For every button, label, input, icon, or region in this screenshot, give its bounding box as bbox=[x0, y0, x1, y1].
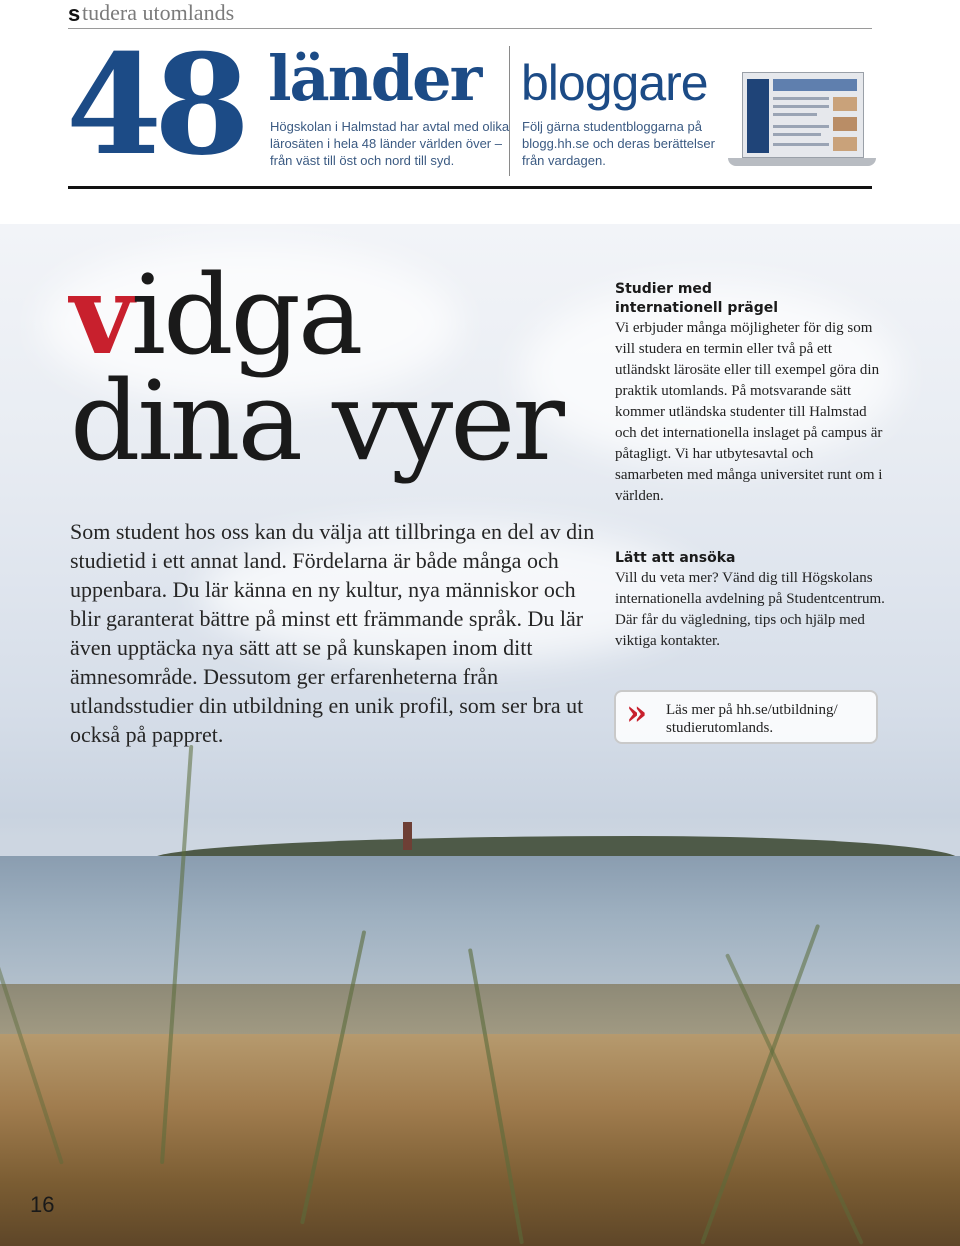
headline-line2: dina vyer bbox=[70, 357, 562, 485]
international-column bbox=[615, 280, 885, 507]
apply-text: Vill du veta mer? Vänd dig till Högskolans internationella avdelning på Studentcentrum. Där får du vägledning, tips och hjälp med viktiga kontakter. bbox=[615, 570, 885, 649]
apply-heading: Lätt att ansöka bbox=[615, 550, 736, 566]
laptop-screen bbox=[742, 72, 864, 158]
header-rule bbox=[68, 186, 872, 189]
read-more-link[interactable] bbox=[614, 690, 878, 744]
countries-title: länder bbox=[268, 42, 481, 115]
page-number: 16 bbox=[30, 1192, 55, 1217]
apply-column bbox=[615, 549, 885, 652]
headline-red-letter: v bbox=[70, 250, 131, 379]
chevron-right-icon: » bbox=[626, 693, 644, 733]
international-heading: Studier med internationell prägel bbox=[615, 281, 779, 316]
section-label-initial: s bbox=[68, 1, 81, 26]
countries-number: 48 bbox=[66, 23, 243, 186]
bloggers-text: Följ gärna studentbloggarna på blogg.hh.se och deras berättelser från vardagen. bbox=[522, 119, 715, 168]
laptop-base bbox=[728, 158, 876, 166]
lighthouse bbox=[403, 822, 412, 850]
countries-text: Högskolan i Halmstad har avtal med olika lärosäten i hela 48 länder världen över – från väst till öst och nord till syd. bbox=[270, 119, 510, 168]
headline bbox=[70, 250, 590, 485]
fact-divider bbox=[509, 46, 510, 176]
bloggers-title: bloggare bbox=[521, 55, 708, 111]
headline-line1: idga bbox=[130, 251, 361, 379]
intro-paragraph: Som student hos oss kan du välja att tillbringa en del av din studietid i ett annat land. Fördelarna är både många och uppenbara. Du lär känna en ny kultur, nya människor och blir garanterat bättre på minst ett främmande språk. Du lär även upptäcka nya sätt att se på kunskapen inom ditt ämnesområde. Dessutom ger erfarenheterna från utlandsstudier din utbildning en unik profil, som ser bra ut också på pappret. bbox=[70, 519, 595, 747]
read-more-text: Läs mer på hh.se/utbildning/ studierutomlands. bbox=[666, 702, 838, 736]
laptop-blog-image bbox=[728, 70, 876, 170]
section-label: tudera utomlands bbox=[82, 0, 235, 25]
international-text: Vi erbjuder många möjligheter för dig som vill studera en termin eller två på ett utländskt lärosäte eller till exempel göra din praktik utomlands. På motsvarande sätt kommer utländska studenter till Halmstad och det internationella inslaget på campus är påtagligt. Vi har utbytesavtal och samarbeten med många universitet runt om i världen. bbox=[615, 320, 883, 504]
